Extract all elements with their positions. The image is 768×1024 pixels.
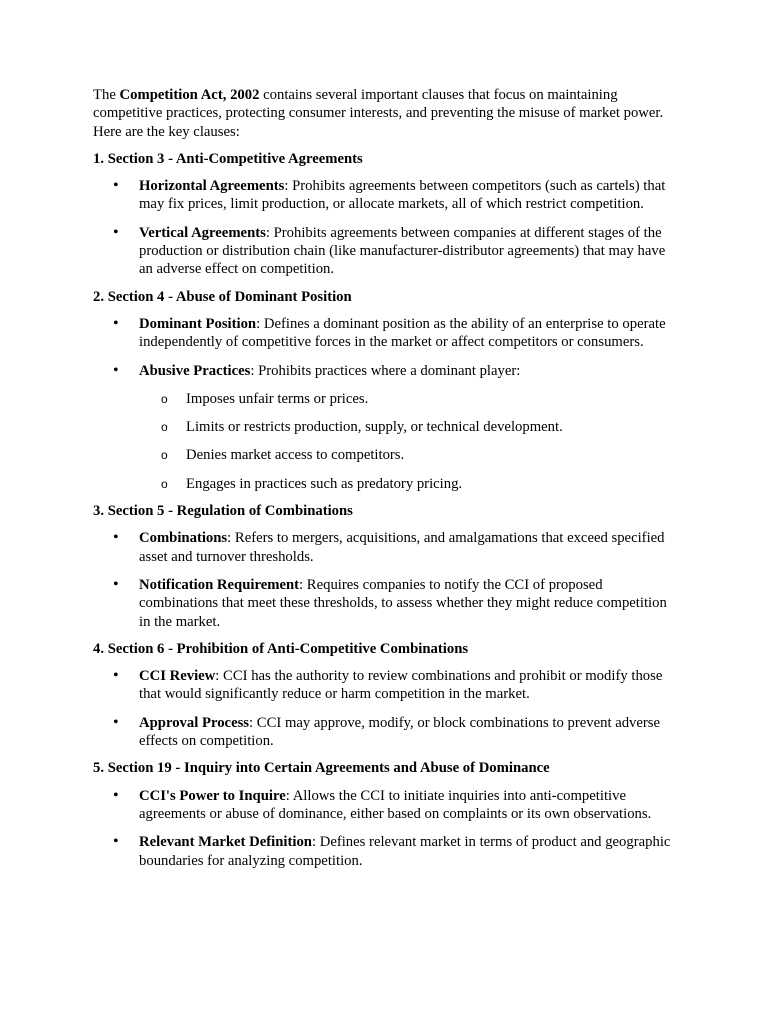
sub-bullet-icon: o bbox=[161, 448, 168, 463]
sub-bullet-list bbox=[139, 390, 672, 493]
bullet-icon: • bbox=[113, 786, 119, 804]
list-item bbox=[93, 224, 672, 279]
list-item bbox=[93, 787, 672, 824]
bullet-list bbox=[93, 667, 672, 750]
list-item bbox=[93, 576, 672, 631]
item-text: : Defines relevant market in terms of product and geographic boundaries for analyzing competition. bbox=[139, 834, 671, 869]
sub-item-text: Engages in practices such as predatory pricing. bbox=[186, 475, 463, 492]
bullet-icon: • bbox=[113, 713, 119, 731]
list-item bbox=[93, 315, 672, 352]
section-heading: 1. Section 3 - Anti-Competitive Agreements bbox=[93, 150, 363, 167]
section-heading: 5. Section 19 - Inquiry into Certain Agreements and Abuse of Dominance bbox=[93, 760, 550, 777]
intro-suffix: contains several important clauses that focus on maintaining competitive practices, protecting consumer interests, and preventing the misuse of market power. Here are the key clauses: bbox=[93, 87, 664, 140]
intro-prefix: The bbox=[93, 87, 120, 103]
sub-item-text: Denies market access to competitors. bbox=[186, 447, 405, 464]
bullet-icon: • bbox=[113, 667, 119, 685]
list-item bbox=[93, 177, 672, 214]
item-term: Horizontal Agreements bbox=[139, 178, 285, 195]
item-term: Vertical Agreements bbox=[139, 224, 266, 241]
sub-bullet-icon: o bbox=[161, 476, 168, 491]
item-text: : Prohibits agreements between companies at different stages of the production or distribution chain (like manufacturer-distributor agreements) that may have an adverse effect on competition. bbox=[139, 224, 666, 278]
sub-list-item bbox=[139, 446, 672, 464]
bullet-list bbox=[93, 177, 672, 278]
item-text: : Allows the CCI to initiate inquiries into anti-competitive agreements or abuse of dominance, either based on complaints or its own observations. bbox=[139, 787, 652, 822]
item-term: CCI's Power to Inquire bbox=[139, 787, 286, 804]
item-term: Dominant Position bbox=[139, 315, 257, 332]
list-item bbox=[93, 529, 672, 566]
bullet-list bbox=[93, 529, 672, 630]
sub-item-text: Limits or restricts production, supply, or technical development. bbox=[186, 419, 563, 436]
act-name: Competition Act, 2002 bbox=[119, 87, 260, 103]
sub-bullet-icon: o bbox=[161, 391, 168, 406]
bullet-icon: • bbox=[113, 529, 119, 547]
intro-paragraph bbox=[93, 86, 672, 141]
sub-item-text: Imposes unfair terms or prices. bbox=[186, 390, 369, 407]
item-text: : Prohibits practices where a dominant player: bbox=[250, 362, 521, 379]
item-term: Abusive Practices bbox=[139, 362, 251, 379]
bullet-icon: • bbox=[113, 223, 119, 241]
item-text: : CCI may approve, modify, or block combinations to prevent adverse effects on competition. bbox=[139, 714, 661, 750]
item-text: : Refers to mergers, acquisitions, and amalgamations that exceed specified asset and turnover thresholds. bbox=[139, 530, 665, 565]
item-text: : Requires companies to notify the CCI of proposed combinations that meet these thresholds, to assess whether they might reduce competition in the market. bbox=[139, 576, 667, 630]
bullet-icon: • bbox=[113, 177, 119, 195]
section-heading: 3. Section 5 - Regulation of Combinations bbox=[93, 503, 353, 520]
item-text: : Defines a dominant position as the ability of an enterprise to operate independently of competitive forces in the market or affect competitors or consumers. bbox=[139, 315, 666, 351]
item-term: Notification Requirement bbox=[139, 576, 300, 593]
sub-list-item bbox=[139, 418, 672, 436]
list-item bbox=[93, 667, 672, 704]
item-term: CCI Review bbox=[139, 668, 216, 685]
sub-list-item bbox=[139, 390, 672, 408]
list-item bbox=[93, 362, 672, 493]
bullet-icon: • bbox=[113, 575, 119, 593]
item-term: Combinations bbox=[139, 530, 228, 547]
sub-bullet-icon: o bbox=[161, 420, 168, 435]
bullet-icon: • bbox=[113, 314, 119, 332]
item-term: Relevant Market Definition bbox=[139, 834, 312, 851]
bullet-list bbox=[93, 315, 672, 493]
list-item bbox=[93, 833, 672, 870]
section-heading: 2. Section 4 - Abuse of Dominant Position bbox=[93, 288, 352, 305]
bullet-icon: • bbox=[113, 833, 119, 851]
list-item bbox=[93, 714, 672, 751]
item-text: : Prohibits agreements between competitors (such as cartels) that may fix prices, limit production, or allocate markets, all of which restrict competition. bbox=[139, 178, 666, 213]
sub-list-item bbox=[139, 475, 672, 493]
section-heading: 4. Section 6 - Prohibition of Anti-Competitive Combinations bbox=[93, 640, 469, 657]
item-text: : CCI has the authority to review combinations and prohibit or modify those that would significantly reduce or harm competition in the market. bbox=[139, 668, 663, 703]
bullet-list bbox=[93, 787, 672, 870]
item-term: Approval Process bbox=[139, 714, 250, 731]
bullet-icon: • bbox=[113, 361, 119, 379]
